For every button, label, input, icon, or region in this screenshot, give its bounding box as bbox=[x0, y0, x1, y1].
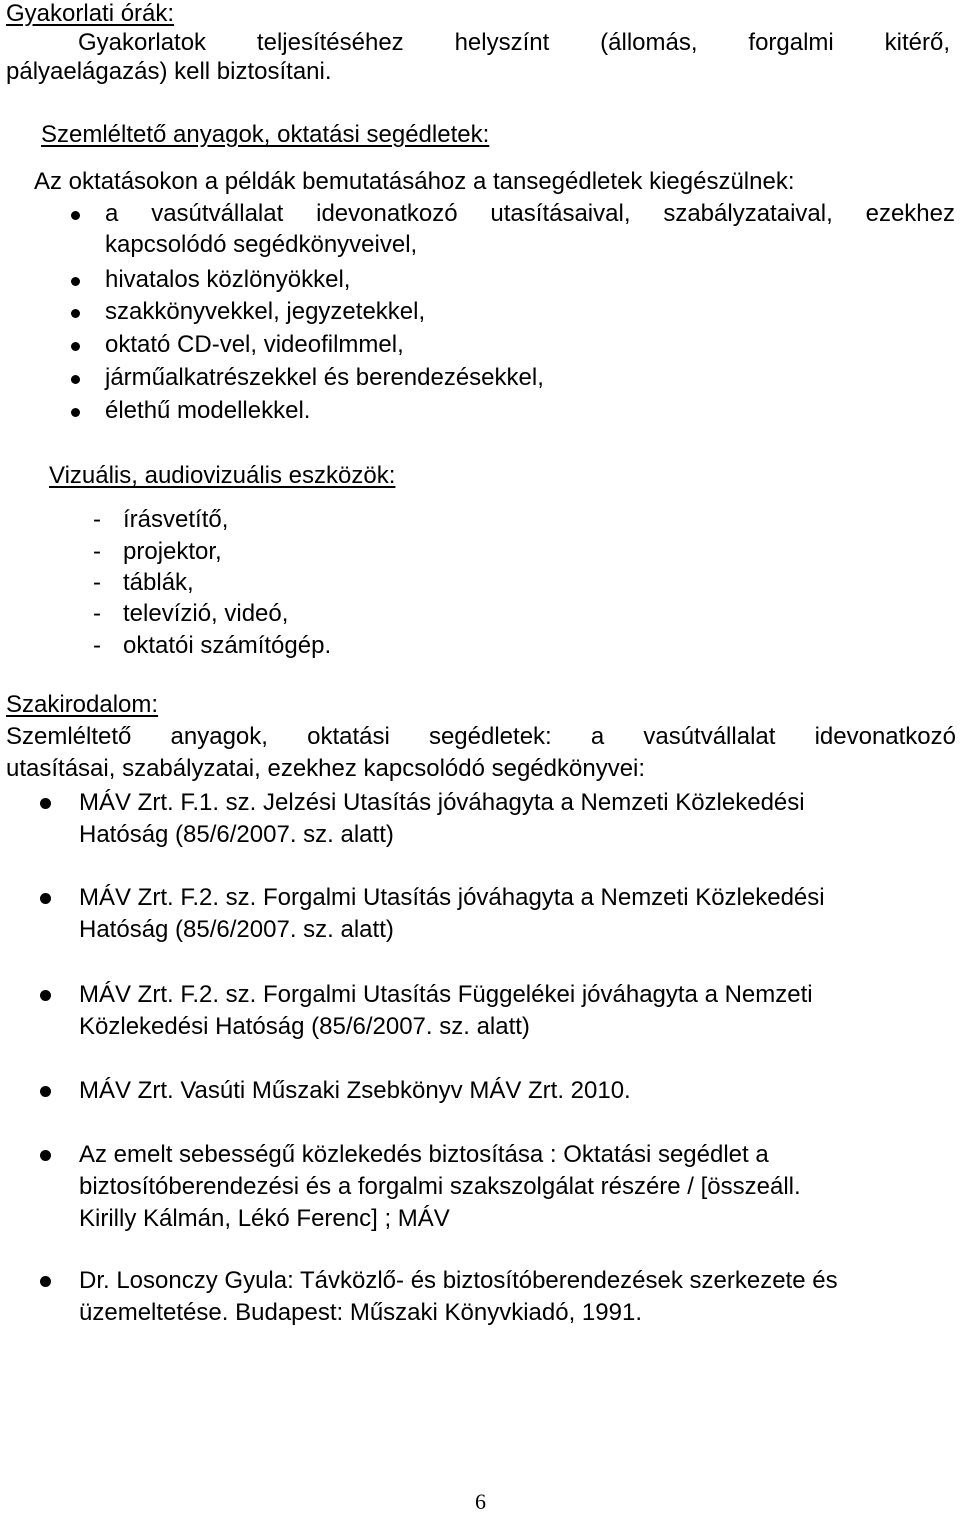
literature-item-3-line1: MÁV Zrt. F.2. sz. Forgalmi Utasítás Függelékei jóváhagyta a Nemzeti bbox=[79, 981, 813, 1008]
bullet-icon bbox=[71, 277, 80, 286]
dash-icon: - bbox=[93, 538, 101, 565]
dash-icon: - bbox=[93, 506, 101, 533]
page-number: 6 bbox=[475, 1489, 486, 1514]
practice-heading: Gyakorlati órák: bbox=[6, 0, 175, 27]
materials-item-3: szakkönyvekkel, jegyzetekkel, bbox=[105, 298, 426, 325]
visual-item-1: írásvetítő, bbox=[123, 506, 229, 533]
literature-item-1-line1: MÁV Zrt. F.1. sz. Jelzési Utasítás jóváhagyta a Nemzeti Közlekedési bbox=[79, 789, 805, 816]
literature-intro-line2: utasításai, szabályzatai, ezekhez kapcsolódó segédkönyvei: bbox=[6, 755, 646, 782]
bullet-icon bbox=[40, 1276, 51, 1287]
dash-icon: - bbox=[93, 569, 101, 596]
literature-item-6-line2: üzemeltetése. Budapest: Műszaki Könyvkiadó, 1991. bbox=[79, 1299, 642, 1326]
bullet-icon bbox=[71, 375, 80, 384]
bullet-icon bbox=[71, 408, 80, 417]
bullet-icon bbox=[71, 309, 80, 318]
literature-item-1-line2: Hatóság (85/6/2007. sz. alatt) bbox=[79, 821, 394, 848]
materials-intro: Az oktatásokon a példák bemutatásához a tansegédletek kiegészülnek: bbox=[34, 168, 795, 195]
bullet-icon bbox=[40, 798, 51, 809]
bullet-icon bbox=[71, 342, 80, 351]
literature-intro-line1: Szemléltető anyagok, oktatási segédletek: a vasútvállalat idevonatkozó bbox=[6, 723, 956, 750]
literature-item-2-line2: Hatóság (85/6/2007. sz. alatt) bbox=[79, 916, 394, 943]
materials-item-1-line1: a vasútvállalat idevonatkozó utasításaival, szabályzataival, ezekhez bbox=[105, 200, 955, 227]
literature-item-5-line2: biztosítóberendezési és a forgalmi szakszolgálat részére / [összeáll. bbox=[79, 1173, 801, 1200]
literature-item-5-line1: Az emelt sebességű közlekedés biztosítása : Oktatási segédlet a bbox=[79, 1141, 769, 1168]
bullet-icon bbox=[71, 211, 80, 220]
materials-item-6: élethű modellekkel. bbox=[105, 397, 311, 424]
visual-item-2: projektor, bbox=[123, 538, 222, 565]
dash-icon: - bbox=[93, 632, 101, 659]
practice-text-line2: pályaelágazás) kell biztosítani. bbox=[6, 58, 332, 85]
materials-item-2: hivatalos közlönyökkel, bbox=[105, 266, 351, 293]
literature-item-6-line1: Dr. Losonczy Gyula: Távközlő- és biztosítóberendezések szerkezete és bbox=[79, 1267, 838, 1294]
materials-item-1-line2: kapcsolódó segédkönyveivel, bbox=[105, 231, 418, 258]
literature-item-2-line1: MÁV Zrt. F.2. sz. Forgalmi Utasítás jóváhagyta a Nemzeti Közlekedési bbox=[79, 884, 825, 911]
literature-item-5-line3: Kirilly Kálmán, Lékó Ferenc] ; MÁV bbox=[79, 1205, 450, 1232]
literature-item-3-line2: Közlekedési Hatóság (85/6/2007. sz. alatt) bbox=[79, 1013, 530, 1040]
bullet-icon bbox=[40, 1086, 51, 1097]
materials-item-4: oktató CD-vel, videofilmmel, bbox=[105, 331, 404, 358]
bullet-icon bbox=[40, 1150, 51, 1161]
visual-item-3: táblák, bbox=[123, 569, 194, 596]
visual-item-5: oktatói számítógép. bbox=[123, 632, 332, 659]
visual-heading: Vizuális, audiovizuális eszközök: bbox=[49, 462, 396, 489]
bullet-icon bbox=[40, 893, 51, 904]
dash-icon: - bbox=[93, 600, 101, 627]
literature-heading: Szakirodalom: bbox=[6, 691, 159, 718]
visual-item-4: televízió, videó, bbox=[123, 600, 289, 627]
materials-heading: Szemléltető anyagok, oktatási segédletek: bbox=[41, 121, 490, 148]
practice-text-line1: Gyakorlatok teljesítéséhez helyszínt (állomás, forgalmi kitérő, bbox=[78, 29, 950, 56]
bullet-icon bbox=[40, 990, 51, 1001]
literature-item-4: MÁV Zrt. Vasúti Műszaki Zsebkönyv MÁV Zrt. 2010. bbox=[79, 1077, 631, 1104]
materials-item-5: járműalkatrészekkel és berendezésekkel, bbox=[105, 364, 544, 391]
